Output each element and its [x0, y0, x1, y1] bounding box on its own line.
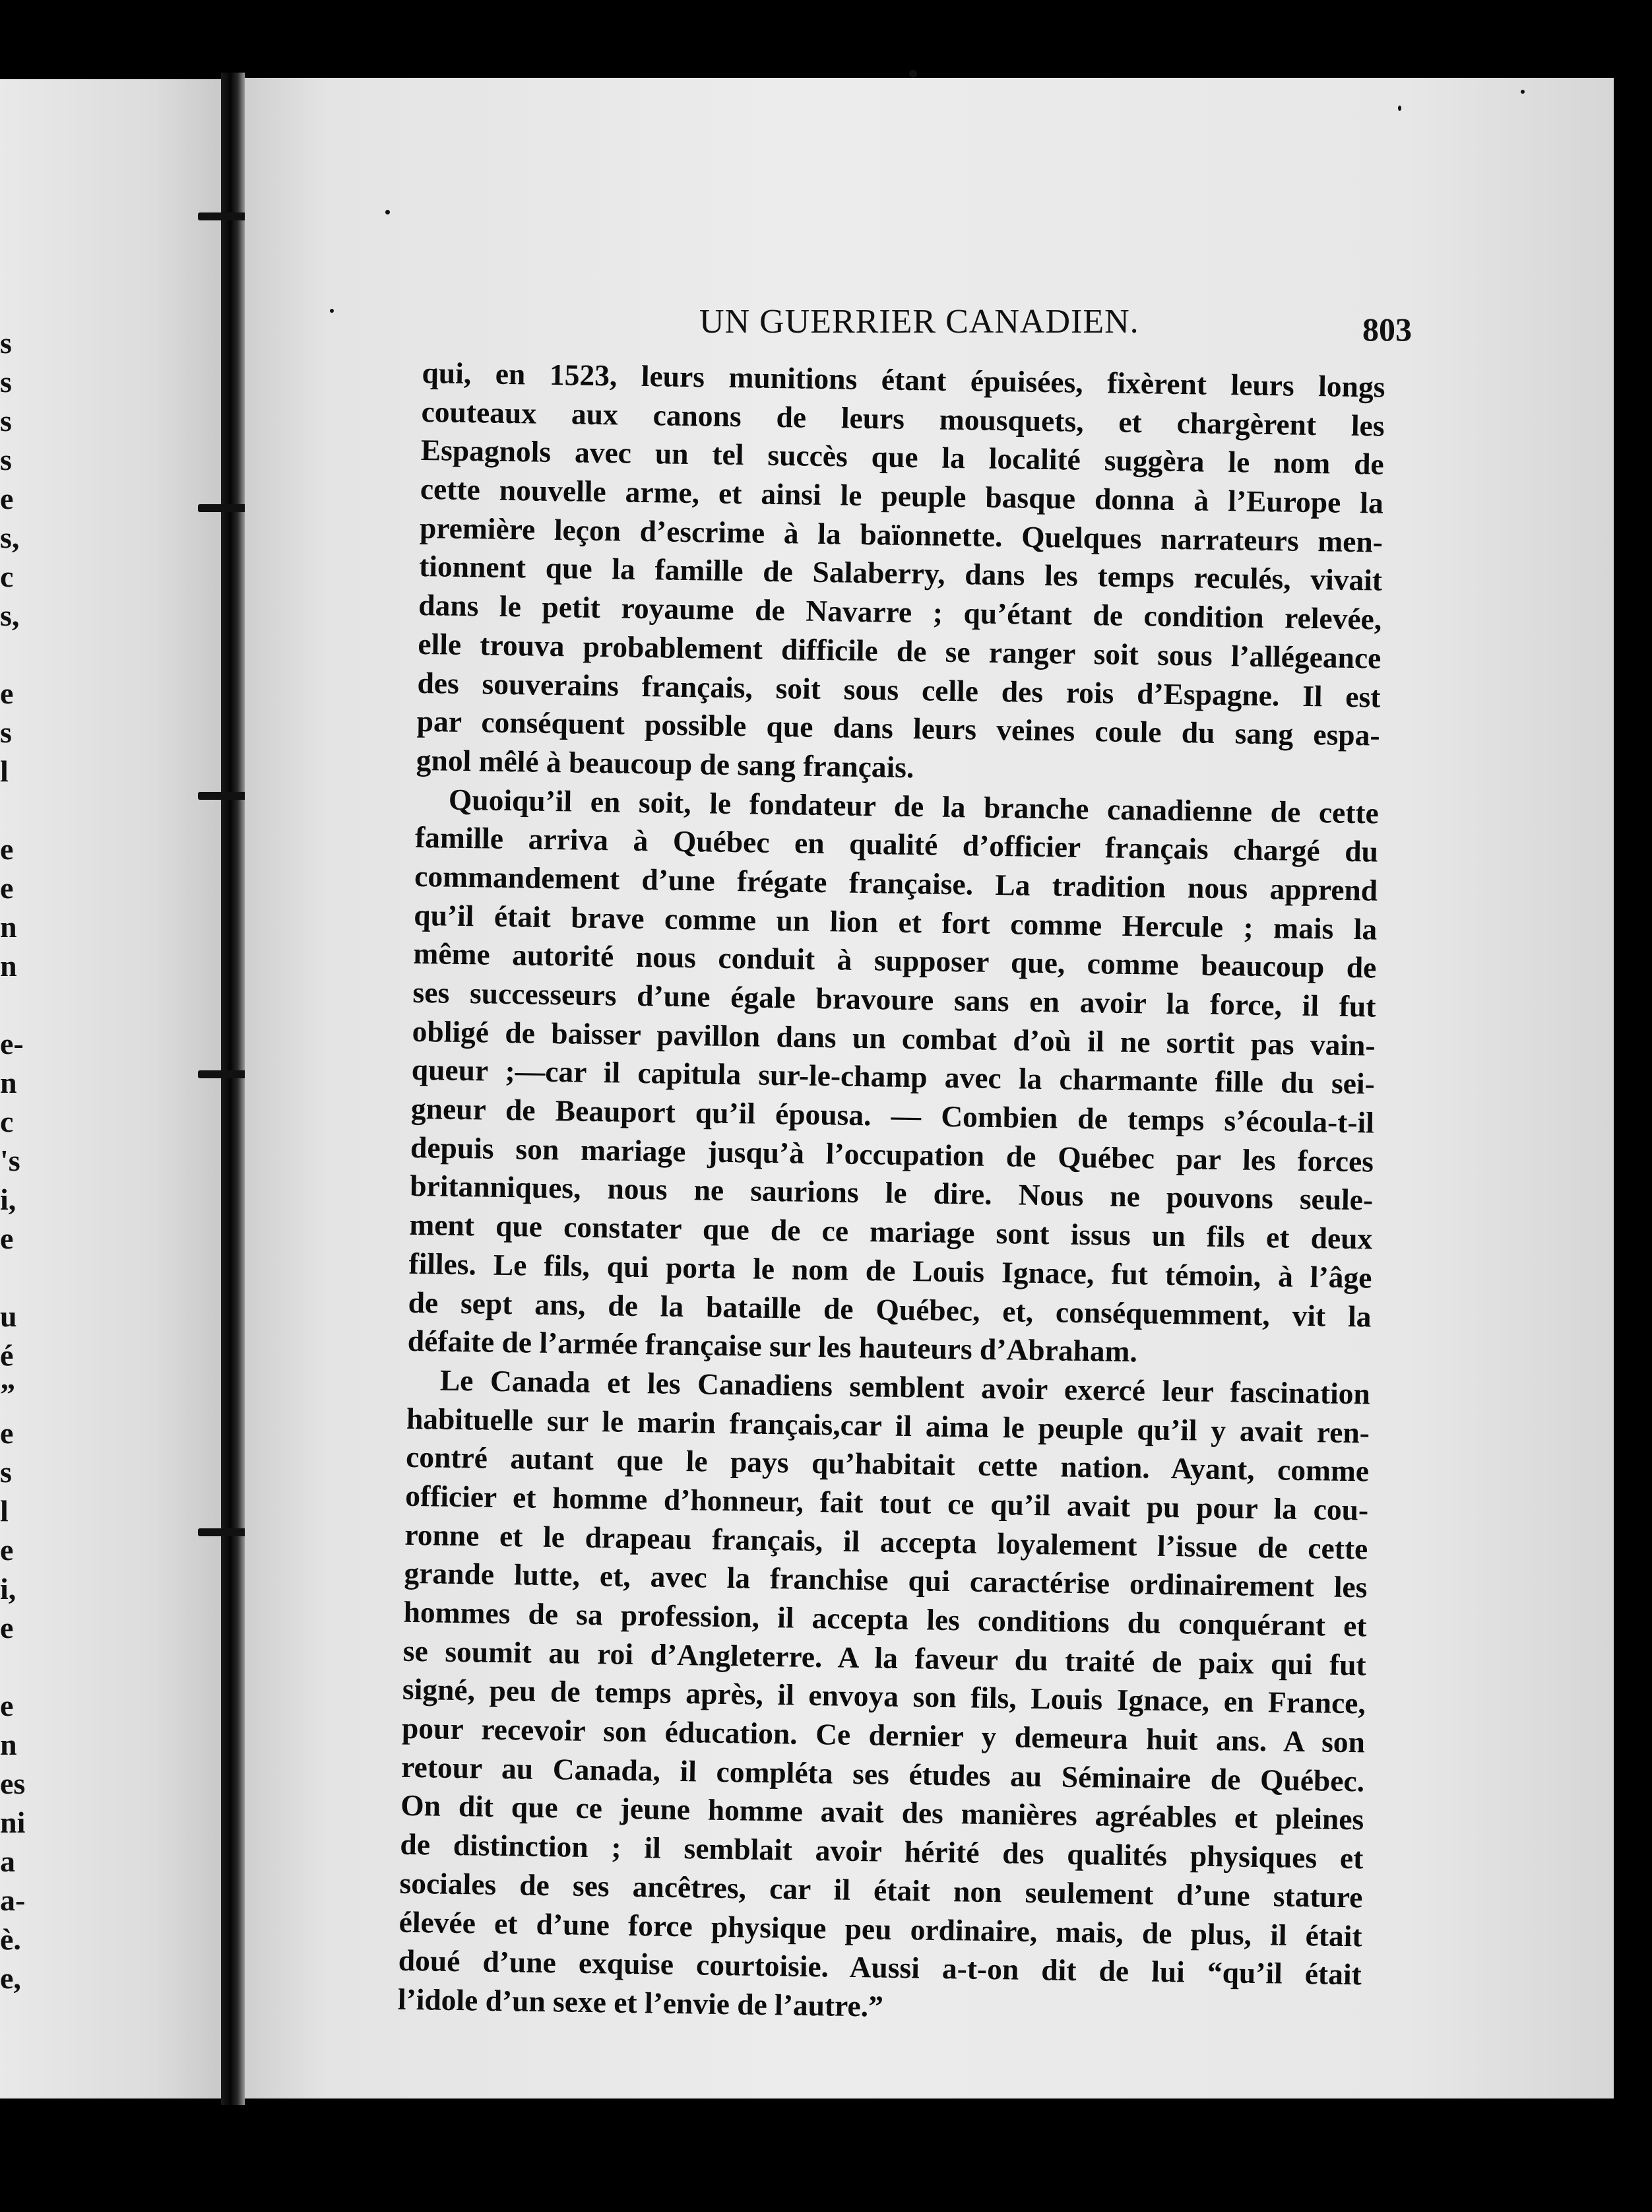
text-line: ses successeurs d’une égale bravoure sans en avoir la force, il fut: [412, 975, 1376, 1024]
facing-page-char: l: [0, 754, 9, 788]
text-line: britanniques, nous ne saurions le dire. Nous ne pouvons seule-: [409, 1169, 1374, 1217]
text-line: pour recevoir son éducation. Ce dernier y demeura huit ans. A son: [401, 1710, 1366, 1759]
text-line: famille arriva à Québec en qualité d’officier français chargé du: [414, 820, 1379, 868]
text-line: couteaux aux canons de leurs mousquets, et chargèrent les: [421, 394, 1385, 443]
facing-page-char: c: [0, 560, 14, 593]
text-line: qui, en 1523, leurs munitions étant épuisées, fixèrent leurs longs: [422, 355, 1385, 404]
facing-page-char: s: [0, 404, 12, 438]
text-line: habituelle sur le marin français,car il aima le peuple qu’il y avait ren-: [406, 1401, 1370, 1450]
text-line: hommes de sa profession, il accepta les conditions du conquérant et: [403, 1594, 1367, 1643]
text-line: dans le petit royaume de Navarre ; qu’étant de condition relevée,: [418, 588, 1382, 636]
facing-page-char: s: [0, 443, 12, 476]
facing-page-char: s: [0, 715, 12, 749]
text-line: de sept ans, de la bataille de Québec, et, conséquemment, vit la: [408, 1285, 1372, 1333]
facing-page-char: e: [0, 1533, 14, 1567]
facing-page-char: e: [0, 1221, 14, 1255]
facing-page-char: [0, 985, 18, 1024]
facing-page-char: [0, 1258, 18, 1297]
text-line: commandement d’une frégate française. La tradition nous apprend: [414, 859, 1378, 907]
text-line: Quoiqu’il en soit, le fondateur de la branche canadienne de cette: [448, 782, 1380, 830]
text-line: l’idole d’un sexe et l’envie de l’autre.”: [397, 1982, 884, 2023]
text-line: officier et homme d’honneur, fait tout ce qu’il avait pu pour la cou-: [404, 1478, 1369, 1527]
facing-page-char: [0, 635, 18, 674]
facing-page-cut-text: [0, 323, 26, 1998]
text-line: qu’il était brave comme un lion et fort comme Hercule ; mais la: [414, 897, 1378, 946]
running-head: UN GUERRIER CANADIEN.: [699, 303, 1139, 341]
facing-page-char: u: [0, 1299, 17, 1333]
facing-page-char: e: [0, 1416, 14, 1450]
facing-page-char: n: [0, 949, 17, 983]
text-line: contré autant que le pays qu’habitait cette nation. Ayant, comme: [405, 1440, 1370, 1488]
facing-page-char: i,: [0, 1572, 16, 1606]
text-line: se soumit au roi d’Angleterre. A la faveur du traité de paix qui fut: [402, 1633, 1367, 1682]
text-line: grande lutte, et, avec la franchise qui caractérise ordinairement les: [404, 1556, 1368, 1604]
facing-page-char: [0, 791, 18, 830]
text-line: de distinction ; il semblait avoir hérité des qualités physiques et: [400, 1827, 1364, 1875]
text-line: sociales de ses ancêtres, car il était non seulement d’une stature: [399, 1866, 1363, 1914]
text-line: On dit que ce jeune homme avait des manières agréables et pleines: [400, 1788, 1364, 1837]
text-line: gnol mêlé à beaucoup de sang français.: [416, 742, 914, 784]
facing-page-char: n: [0, 1066, 17, 1099]
text-line: filles. Le fils, qui porta le nom de Louis Ignace, fut témoin, à l’âge: [408, 1246, 1372, 1295]
text-line: gneur de Beauport qu’il épousa. — Combien de temps s’écoula-t-il: [410, 1091, 1375, 1140]
facing-page-char: s: [0, 1455, 12, 1489]
facing-page-char: e: [0, 676, 14, 710]
text-line: par conséquent possible que dans leurs veines coule du sang espa-: [416, 704, 1380, 752]
text-line: retour au Canada, il compléta ses études au Séminaire de Québec.: [400, 1749, 1365, 1798]
page-number: 803: [1362, 311, 1412, 348]
facing-page-char: es: [0, 1767, 26, 1800]
facing-page-char: n: [0, 910, 17, 944]
facing-page-char: e: [0, 1689, 14, 1722]
facing-page-char: è.: [0, 1922, 21, 1956]
facing-page-char: e-: [0, 1027, 24, 1060]
facing-page-char: ni: [0, 1805, 26, 1839]
facing-page-char: s,: [0, 599, 20, 632]
text-line: élevée et d’une force physique peu ordinaire, mais, de plus, il était: [398, 1904, 1362, 1953]
facing-page-char: é: [0, 1338, 14, 1372]
text-line: elle trouva probablement difficile de se ranger soit sous l’allégeance: [418, 626, 1382, 675]
facing-page-char: s: [0, 365, 12, 399]
book-gutter: [221, 73, 245, 2105]
text-line: doué d’une exquise courtoisie. Aussi a-t-on dit de lui “qu’il était: [398, 1943, 1362, 1992]
text-line: tionnent que la famille de Salaberry, dans les temps reculés, vivait: [418, 549, 1383, 598]
body-text: [398, 354, 1385, 2033]
facing-page-char: e: [0, 832, 14, 866]
text-line: ment que constater que de ce mariage sont issus un fils et deux: [409, 1207, 1373, 1256]
facing-page-char: s: [0, 326, 12, 360]
facing-page-char: a: [0, 1844, 15, 1878]
text-line: des souverains français, soit sous celle des rois d’Espagne. Il est: [417, 665, 1381, 714]
text-line: Espagnols avec un tel succès que la localité suggèra le nom de: [420, 433, 1385, 482]
text-line: ronne et le drapeau français, il accepta loyalement l’issue de cette: [404, 1517, 1368, 1566]
text-line: défaite de l’armée française sur les hauteurs d’Abraham.: [407, 1324, 1138, 1369]
text-line: même autorité nous conduit à supposer que, comme beaucoup de: [413, 936, 1377, 985]
facing-page-char: c: [0, 1105, 14, 1138]
facing-page-char: 's: [0, 1144, 20, 1177]
facing-page-char: n: [0, 1728, 17, 1761]
text-line: depuis son mariage jusqu’à l’occupation de Québec par les forces: [410, 1130, 1374, 1179]
facing-page-char: a-: [0, 1883, 26, 1917]
facing-page-char: s,: [0, 521, 20, 554]
facing-page-char: e,: [0, 1961, 21, 1995]
text-line: Le Canada et les Canadiens semblent avoir exercé leur fascination: [439, 1363, 1371, 1411]
facing-page-char: l: [0, 1494, 9, 1528]
text-line: cette nouvelle arme, et ainsi le peuple basque donna à l’Europe la: [420, 472, 1384, 520]
text-line: première leçon d’escrime à la baïonnette. Quelques narrateurs men-: [419, 510, 1383, 559]
facing-page-char: e: [0, 1611, 14, 1644]
text-line: signé, peu de temps après, il envoya son fils, Louis Ignace, en France,: [402, 1672, 1366, 1720]
facing-page-char: i,: [0, 1183, 16, 1216]
facing-page: [0, 79, 221, 2098]
facing-page-char: ”: [0, 1377, 15, 1411]
facing-page-char: [0, 1647, 18, 1686]
text-line: queur ;—car il capitula sur-le-champ avec la charmante fille du sei-: [411, 1053, 1376, 1101]
facing-page-char: e: [0, 482, 14, 515]
facing-page-char: e: [0, 871, 14, 905]
text-line: obligé de baisser pavillon dans un combat d’où il ne sortit pas vain-: [412, 1014, 1376, 1062]
